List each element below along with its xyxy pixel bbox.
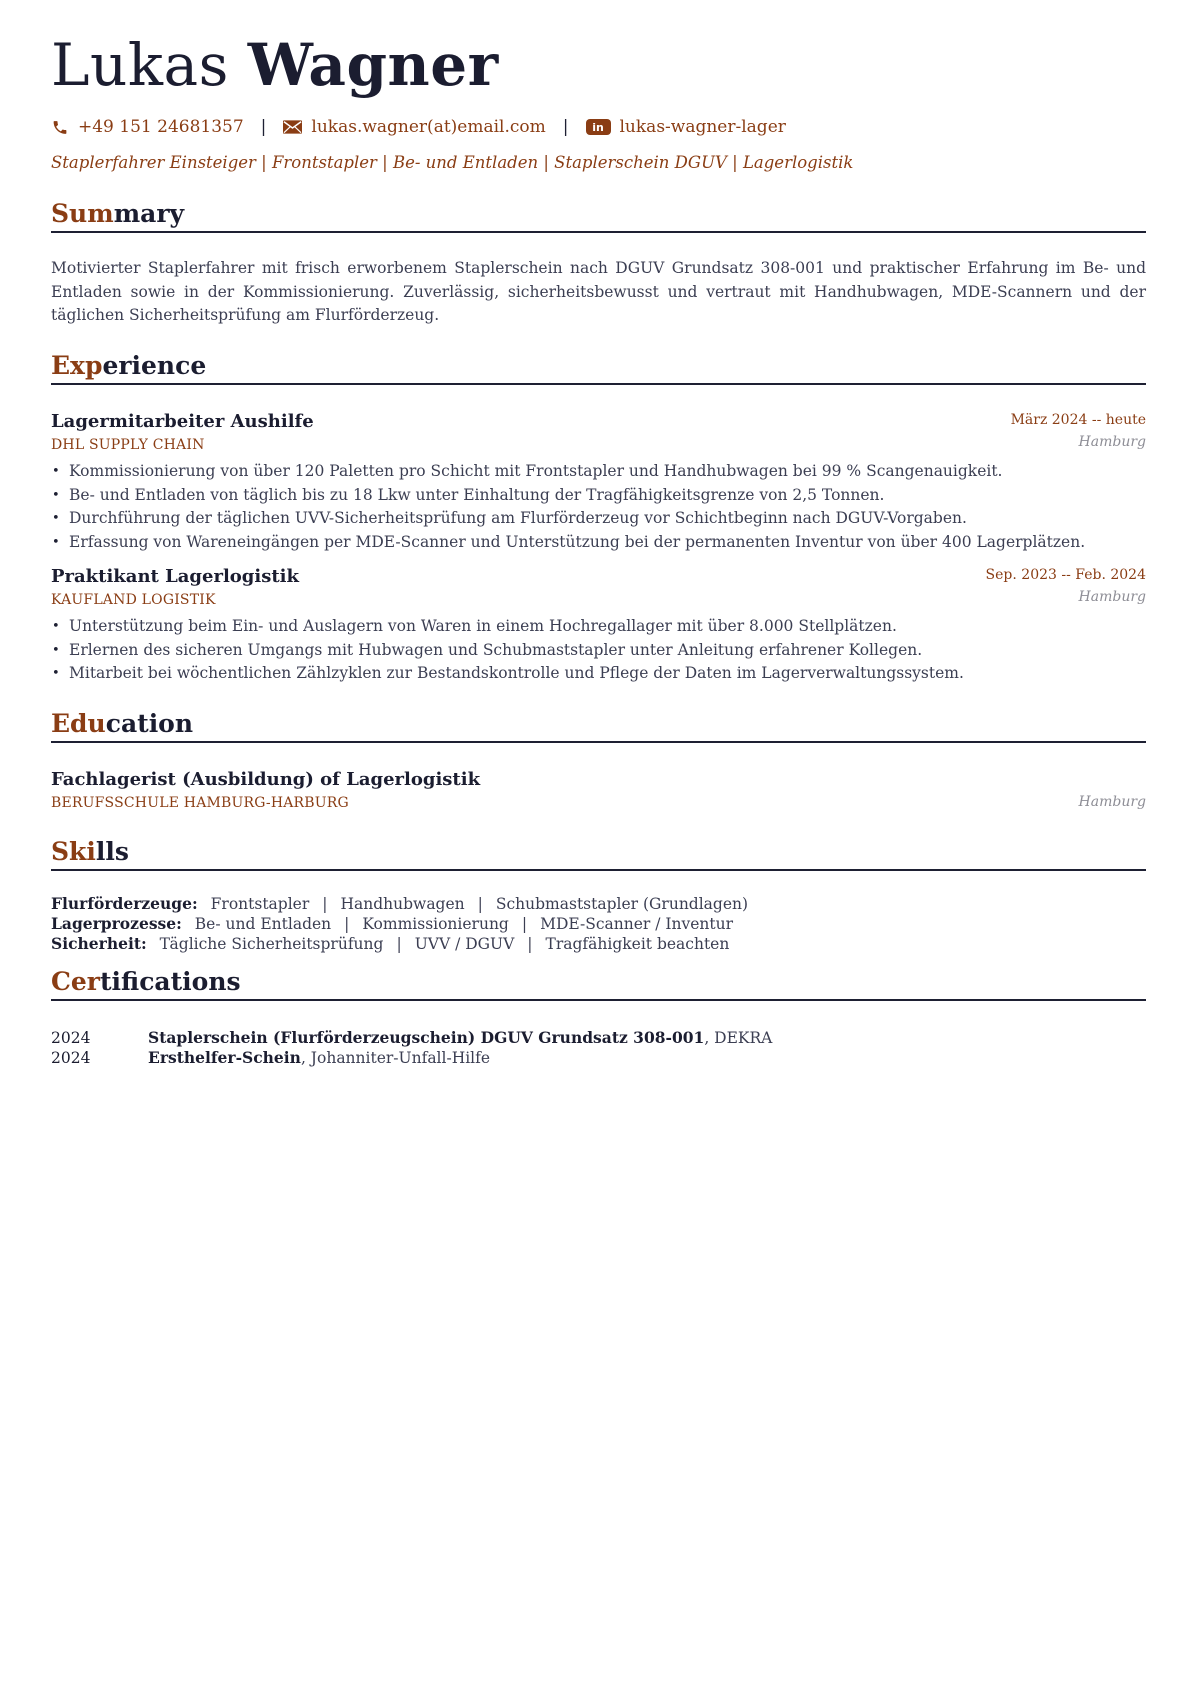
- cert-row: [51, 1048, 772, 1068]
- skill-item: MDE-Scanner / Inventur: [540, 915, 734, 933]
- list-item: • Mitarbeit bei wöchentlichen Zählzyklen zur Bestandskontrolle und Pflege der Daten im Lagerverwaltungssystem.: [51, 662, 1146, 686]
- candidate-name: [51, 31, 499, 99]
- cert-issuer: , Johanniter-Unfall-Hilfe: [300, 1049, 491, 1067]
- list-item: • Durchführung der täglichen UVV-Sicherheitsprüfung am Flurförderzeug vor Schichtbeginn nach DGUV-Vorgaben.: [51, 507, 1146, 531]
- skill-label: Flurförderzeuge:: [51, 894, 198, 913]
- skill-item: Tragfähigkeit beachten: [545, 935, 730, 953]
- summary-heading: Summary: [51, 199, 1146, 233]
- skill-row: [51, 934, 748, 954]
- skill-row: [51, 914, 748, 934]
- skill-item: Be- und Entladen: [194, 915, 332, 933]
- job-dates: Sep. 2023 -- Feb. 2024: [985, 567, 1146, 583]
- last-name: Wagner: [247, 31, 499, 99]
- job-bullets: [51, 615, 1146, 686]
- tagline: Staplerfahrer Einsteiger | Frontstapler | Be- und Entladen | Staplerschein DGUV | Lagerlogistik: [51, 153, 854, 172]
- list-item: • Kommissionierung von über 120 Paletten pro Schicht mit Frontstapler und Handhubwagen bei 99 % Scangenauigkeit.: [51, 460, 1146, 484]
- job-bullets: [51, 460, 1146, 554]
- email-address: lukas.wagner(at)email.com: [311, 117, 546, 137]
- list-item: • Unterstützung beim Ein- und Auslagern von Waren in einem Hochregallager mit über 8.000 Stellplätzen.: [51, 615, 1146, 639]
- separator: |: [260, 117, 267, 137]
- phone-contact[interactable]: [51, 117, 244, 137]
- separator: |: [322, 895, 328, 913]
- skill-label: Lagerprozesse:: [51, 914, 182, 933]
- phone-icon: [51, 119, 69, 136]
- linkedin-icon: in: [586, 119, 611, 135]
- skill-item: Schubmaststapler (Grundlagen): [495, 895, 749, 913]
- separator: |: [477, 895, 483, 913]
- linkedin-handle: lukas-wagner-lager: [619, 117, 786, 137]
- skill-item: UVV / DGUV: [414, 935, 515, 953]
- skill-item: Tägliche Sicherheitsprüfung: [159, 935, 384, 953]
- skill-item: Kommissionierung: [362, 915, 509, 933]
- separator: |: [562, 117, 569, 137]
- cert-year: 2024: [51, 1049, 91, 1067]
- job-title: Praktikant Lagerlogistik: [51, 566, 299, 587]
- phone-number: +49 151 24681357: [78, 117, 244, 137]
- school-location: Hamburg: [1078, 794, 1146, 810]
- job-company: DHL SUPPLY CHAIN: [51, 437, 205, 453]
- skill-row: [51, 894, 748, 914]
- job-location: Hamburg: [1078, 589, 1146, 605]
- skill-item: Frontstapler: [210, 895, 310, 913]
- separator: |: [527, 935, 533, 953]
- email-contact[interactable]: [283, 117, 545, 137]
- cert-name: Ersthelfer-Schein: [148, 1048, 301, 1067]
- skill-label: Sicherheit:: [51, 934, 147, 953]
- list-item: • Erlernen des sicheren Umgangs mit Hubwagen und Schubmaststapler unter Anleitung erfahrener Kollegen.: [51, 639, 1146, 663]
- skill-item: Handhubwagen: [340, 895, 465, 913]
- education-heading: Education: [51, 709, 1146, 743]
- separator: |: [521, 915, 528, 933]
- separator: |: [396, 935, 402, 953]
- first-name: Lukas: [51, 31, 229, 99]
- cert-issuer: , DEKRA: [704, 1029, 773, 1047]
- job-title: Lagermitarbeiter Aushilfe: [51, 411, 314, 432]
- contact-bar: [51, 116, 786, 138]
- email-icon: [283, 120, 302, 134]
- skills-heading: Skills: [51, 837, 1146, 871]
- job-company: KAUFLAND LOGISTIK: [51, 592, 216, 608]
- cert-row: [51, 1028, 772, 1048]
- school-name: BERUFSSCHULE HAMBURG-HARBURG: [51, 795, 349, 811]
- list-item: • Erfassung von Wareneingängen per MDE-Scanner und Unterstützung bei der permanenten Inventur von über 400 Lagerplätzen.: [51, 531, 1146, 555]
- summary-text: Motivierter Staplerfahrer mit frisch erworbenem Staplerschein nach DGUV Grundsatz 308-001 und praktischer Erfahrung im Be- und Entladen sowie in der Kommissionierung. Zuverlässig, sicherheitsbewusst und vertraut mit Handhubwagen, MDE-Scannern und der täglichen Sicherheitsprüfung am Flurförderzeug.: [51, 259, 1146, 324]
- experience-heading: Experience: [51, 351, 1146, 385]
- linkedin-contact[interactable]: [586, 117, 786, 137]
- certifications-heading: Certifications: [51, 967, 1146, 1001]
- cert-year: 2024: [51, 1029, 91, 1047]
- job-dates: März 2024 -- heute: [1010, 412, 1146, 428]
- job-location: Hamburg: [1078, 434, 1146, 450]
- degree-title: Fachlagerist (Ausbildung) of Lagerlogistik: [51, 769, 481, 790]
- list-item: • Be- und Entladen von täglich bis zu 18 Lkw unter Einhaltung der Tragfähigkeitsgrenze von 2,5 Tonnen.: [51, 484, 1146, 508]
- certifications-list: [51, 1028, 772, 1068]
- separator: |: [344, 915, 350, 933]
- skills-list: [51, 894, 748, 954]
- cert-name: Staplerschein (Flurförderzeugschein) DGUV Grundsatz 308-001: [148, 1028, 705, 1047]
